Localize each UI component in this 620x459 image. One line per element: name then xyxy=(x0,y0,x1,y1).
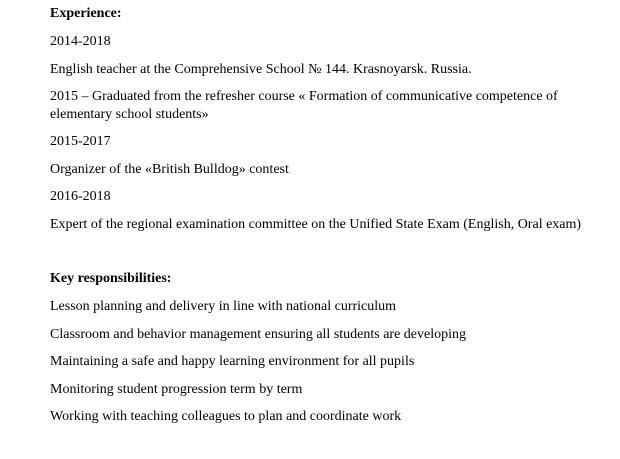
responsibility-item: Monitoring student progression term by term xyxy=(50,382,303,397)
experience-years-4: 2016-2018 xyxy=(50,189,111,204)
responsibility-item: Working with teaching colleagues to plan and coordinate work xyxy=(50,409,402,424)
experience-text-4: Expert of the regional examination committee on the Unified State Exam (English, Oral exam) xyxy=(50,217,582,232)
experience-text-3: Organizer of the «British Bulldog» contest xyxy=(50,162,289,177)
responsibility-item: Lesson planning and delivery in line with national curriculum xyxy=(50,299,397,314)
experience-years-1: 2014-2018 xyxy=(50,34,111,49)
responsibilities-heading: Key responsibilities: xyxy=(50,271,172,286)
experience-years-3: 2015-2017 xyxy=(50,134,111,149)
experience-heading: Experience: xyxy=(50,6,122,21)
responsibility-item: Classroom and behavior management ensuring all students are developing xyxy=(50,327,467,342)
responsibility-item: Maintaining a safe and happy learning environment for all pupils xyxy=(50,354,415,369)
experience-course-line-1: 2015 – Graduated from the refresher course « Formation of communicative competence of xyxy=(50,89,558,104)
experience-text-1: English teacher at the Comprehensive School № 144. Krasnoyarsk. Russia. xyxy=(50,62,472,77)
experience-course-line-2: elementary school students» xyxy=(50,107,209,122)
